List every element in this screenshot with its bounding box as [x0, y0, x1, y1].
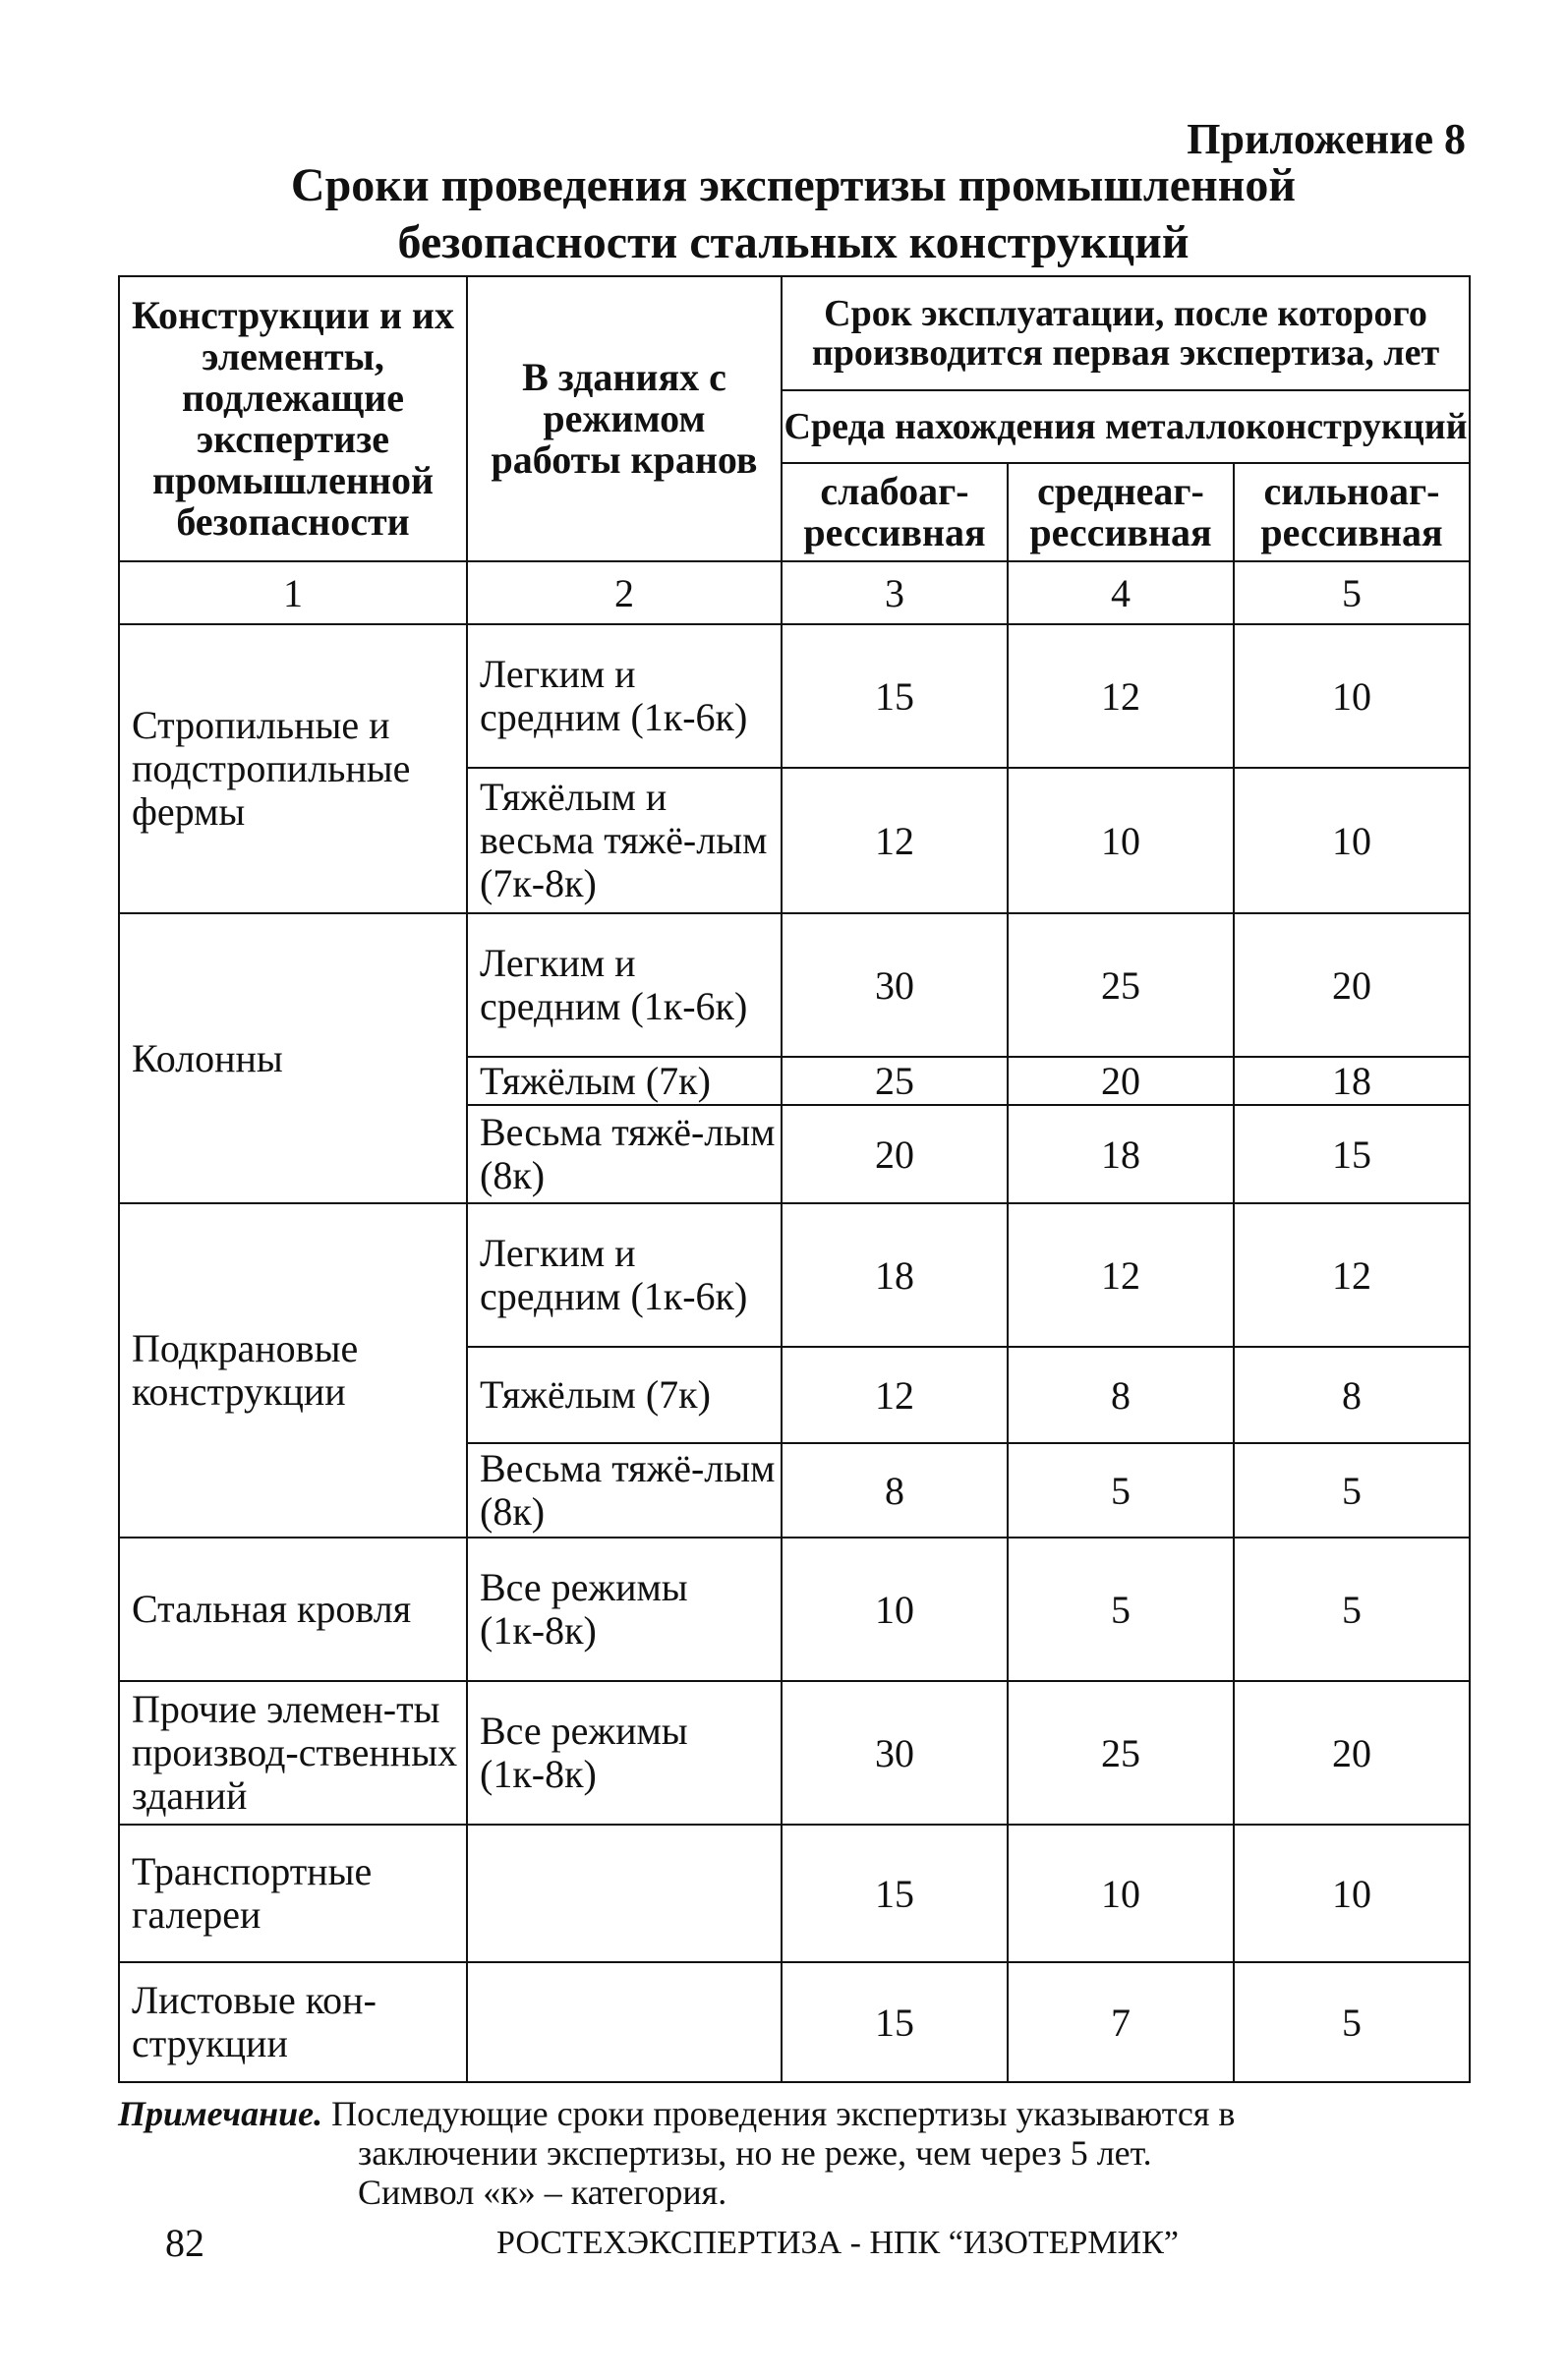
header-env-medium	[1008, 463, 1234, 561]
crane-mode: Тяжёлым и весьма тяжё-лым (7к-8к)	[467, 768, 782, 913]
page-title	[118, 157, 1469, 271]
table-row	[119, 1962, 1470, 2082]
term-value: 20	[1234, 913, 1470, 1057]
term-value: 18	[1008, 1105, 1234, 1203]
column-number: 2	[467, 561, 782, 624]
note-line-2: заключении экспертизы, но не реже, чем через 5 лет.	[358, 2133, 1152, 2173]
crane-mode: Тяжёлым (7к)	[467, 1057, 782, 1105]
term-value: 15	[1234, 1105, 1470, 1203]
table-note	[118, 2094, 1475, 2212]
page-number: 82	[165, 2221, 204, 2265]
term-value: 25	[782, 1057, 1008, 1105]
header-structures	[119, 276, 467, 561]
term-value: 10	[1008, 1825, 1234, 1962]
note-line-1	[118, 2094, 1475, 2133]
crane-mode: Легким и средним (1к-6к)	[467, 624, 782, 768]
table-row	[119, 913, 1470, 1057]
header-crane-mode-text: В зданиях с режимом работы кранов	[491, 355, 758, 482]
crane-mode: Весьма тяжё-лым (8к)	[467, 1443, 782, 1538]
appendix-label: Приложение 8	[1187, 115, 1466, 163]
term-value: 8	[782, 1443, 1008, 1538]
crane-mode: Тяжёлым (7к)	[467, 1347, 782, 1443]
term-value: 12	[782, 768, 1008, 913]
term-value: 18	[1234, 1057, 1470, 1105]
crane-mode: Все режимы (1к-8к)	[467, 1538, 782, 1681]
header-service-life	[782, 276, 1470, 390]
term-value: 5	[1234, 1962, 1470, 2082]
structure-name: Листовые кон-струкции	[119, 1962, 467, 2082]
header-environment-text: Среда нахождения металлоконструкций	[784, 406, 1468, 447]
term-value: 15	[782, 1962, 1008, 2082]
table-row	[119, 1825, 1470, 1962]
note-line-3: Символ «к» – категория.	[358, 2173, 727, 2212]
term-value: 12	[782, 1347, 1008, 1443]
column-number: 4	[1008, 561, 1234, 624]
inspection-terms-table	[118, 275, 1471, 2083]
column-number: 3	[782, 561, 1008, 624]
term-value: 8	[1008, 1347, 1234, 1443]
column-number-row	[119, 561, 1470, 624]
term-value: 15	[782, 1825, 1008, 1962]
term-value: 20	[1234, 1681, 1470, 1825]
term-value: 25	[1008, 913, 1234, 1057]
crane-mode: Весьма тяжё-лым (8к)	[467, 1105, 782, 1203]
column-number: 5	[1234, 561, 1470, 624]
term-value: 5	[1008, 1443, 1234, 1538]
structure-name: Стальная кровля	[119, 1538, 467, 1681]
term-value: 12	[1008, 624, 1234, 768]
structure-name: Стропильные и подстропильные фермы	[119, 624, 467, 913]
header-environment	[782, 390, 1470, 463]
term-value: 5	[1234, 1538, 1470, 1681]
term-value: 5	[1008, 1538, 1234, 1681]
table-row	[119, 1681, 1470, 1825]
structure-name: Подкрановые конструкции	[119, 1203, 467, 1538]
structure-name: Транспортные галереи	[119, 1825, 467, 1962]
header-service-life-text: Срок эксплуатации, после которого производится первая экспертиза, лет	[811, 293, 1440, 374]
term-value: 10	[1234, 624, 1470, 768]
term-value: 5	[1234, 1443, 1470, 1538]
header-env-strong-text: сильноаг-рессивная	[1260, 469, 1443, 554]
table-row	[119, 624, 1470, 768]
crane-mode: Все режимы (1к-8к)	[467, 1681, 782, 1825]
header-env-weak-text: слабоаг-рессивная	[803, 469, 986, 554]
term-value: 10	[1008, 768, 1234, 913]
header-crane-mode	[467, 276, 782, 561]
crane-mode: Легким и средним (1к-6к)	[467, 1203, 782, 1347]
table-row	[119, 1203, 1470, 1347]
title-line-1: Сроки проведения экспертизы промышленной	[290, 159, 1297, 211]
header-env-strong	[1234, 463, 1470, 561]
structure-name: Колонны	[119, 913, 467, 1203]
term-value: 8	[1234, 1347, 1470, 1443]
term-value: 25	[1008, 1681, 1234, 1825]
table-row	[119, 1538, 1470, 1681]
term-value: 30	[782, 913, 1008, 1057]
term-value: 20	[782, 1105, 1008, 1203]
term-value: 10	[1234, 1825, 1470, 1962]
term-value: 12	[1234, 1203, 1470, 1347]
publisher-footer: РОСТЕХЭКСПЕРТИЗА - НПК “ИЗОТЕРМИК”	[496, 2225, 1179, 2261]
column-number: 1	[119, 561, 467, 624]
note-label: Примечание.	[118, 2094, 323, 2133]
term-value: 30	[782, 1681, 1008, 1825]
term-value: 12	[1008, 1203, 1234, 1347]
crane-mode	[467, 1962, 782, 2082]
header-env-weak	[782, 463, 1008, 561]
term-value: 10	[782, 1538, 1008, 1681]
crane-mode	[467, 1825, 782, 1962]
structure-name: Прочие элемен-ты производ-ственных зданий	[119, 1681, 467, 1825]
crane-mode: Легким и средним (1к-6к)	[467, 913, 782, 1057]
term-value: 10	[1234, 768, 1470, 913]
header-structures-text: Конструкции и их элементы, подлежащие экспертизе промышленной безопасности	[132, 293, 454, 544]
header-env-medium-text: среднеаг-рессивная	[1029, 469, 1212, 554]
title-line-2: безопасности стальных конструкций	[397, 216, 1190, 268]
note-text-1: Последующие сроки проведения экспертизы указываются в	[331, 2094, 1236, 2133]
term-value: 20	[1008, 1057, 1234, 1105]
term-value: 15	[782, 624, 1008, 768]
term-value: 18	[782, 1203, 1008, 1347]
term-value: 7	[1008, 1962, 1234, 2082]
